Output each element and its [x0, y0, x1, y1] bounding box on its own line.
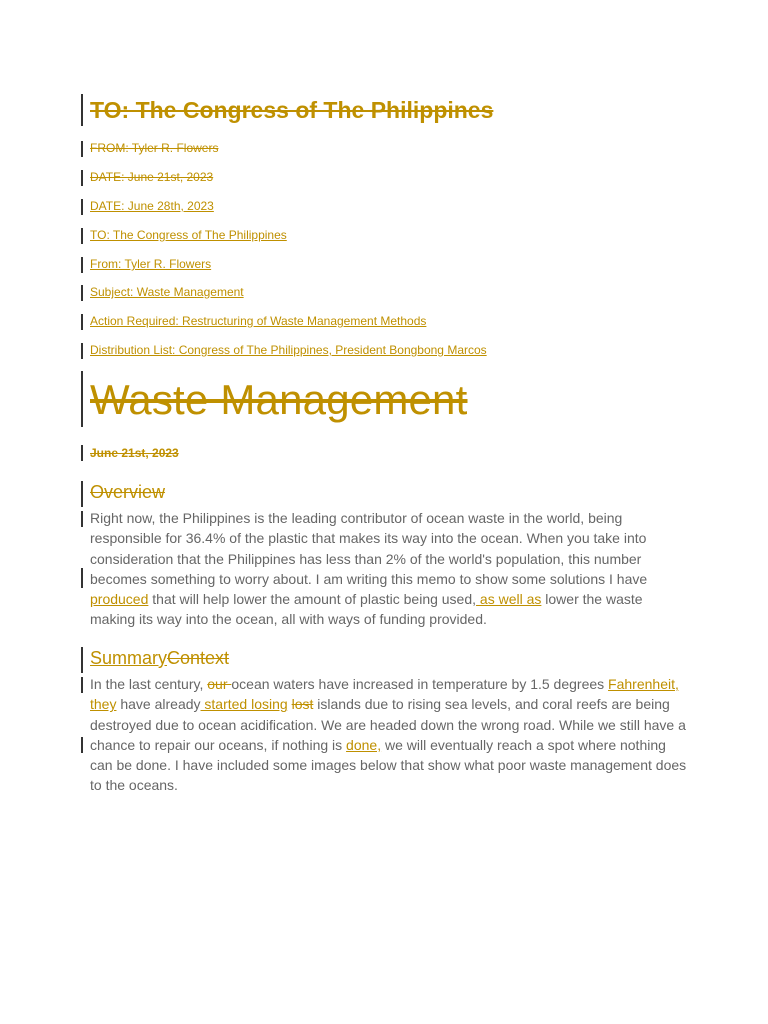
- change-bar: [81, 314, 83, 330]
- change-bar: [81, 677, 83, 693]
- summary-paragraph: In the last century, our ocean waters have increased in temperature by 1.5 degrees Fahrenheit, they have already started losing lost islands due to rising sea levels, and coral reefs are being destroyed due to ocean acidification. We are headed down the wrong road. While we still have a chance to repair our oceans, if nothing is done, we will eventually reach a spot where nothing can be done. I have included some images below that show what poor waste management does to the oceans.: [90, 676, 687, 794]
- date-line-inserted: DATE: June 28th, 2023: [90, 199, 214, 213]
- inserted-text: started losing: [200, 696, 288, 713]
- change-bar: [81, 371, 83, 427]
- change-bar: [81, 511, 83, 527]
- document-title: Waste Management: [90, 376, 468, 423]
- to-line-inserted: TO: The Congress of The Philippines: [90, 228, 287, 242]
- inserted-text: Fahrenheit, they: [90, 676, 679, 713]
- overview-paragraph: Right now, the Philippines is the leading contributor of ocean waste in the world, being responsible for 36.4% of the plastic that makes its way into the ocean. When you take into consideration that the Philippines has less than 2% of the world's population, this number becomes something to worry about. I am writing this memo to show some solutions I have produced that will help lower the amount of plastic being used, as well as lower the waste making its way into the ocean, all with ways of funding provided.: [90, 510, 648, 628]
- inserted-text: as well as: [476, 591, 542, 608]
- from-line-deleted: FROM: Tyler R. Flowers: [90, 141, 219, 155]
- subject-line: Subject: Waste Management: [90, 285, 244, 299]
- change-bar: [81, 737, 83, 753]
- overview-heading: Overview: [90, 482, 166, 502]
- change-bar: [81, 445, 83, 461]
- from-line-inserted: From: Tyler R. Flowers: [90, 257, 212, 271]
- deleted-text: our: [207, 676, 232, 692]
- change-bar: [81, 94, 83, 126]
- inserted-text: done,: [346, 736, 382, 753]
- change-bar: [81, 568, 83, 588]
- change-bar: [81, 647, 83, 673]
- change-bar: [81, 343, 83, 359]
- summary-heading: [90, 648, 229, 669]
- inserted-text: produced: [90, 591, 149, 608]
- action-required-line: Action Required: Restructuring of Waste Management Methods: [90, 314, 427, 328]
- change-bar: [81, 228, 83, 244]
- distribution-list-line: Distribution List: Congress of The Philippines, President Bongbong Marcos: [90, 343, 487, 357]
- change-bar: [81, 481, 83, 507]
- change-bar: [81, 170, 83, 186]
- change-bar: [81, 199, 83, 215]
- change-bar: [81, 141, 83, 157]
- memo-title-deleted: TO: The Congress of The Philippines: [90, 97, 494, 123]
- heading-inserted: Summary: [90, 648, 168, 668]
- change-bar: [81, 285, 83, 301]
- date-line-deleted: DATE: June 21st, 2023: [90, 170, 214, 184]
- document-date: June 21st, 2023: [90, 446, 179, 460]
- heading-deleted: Context: [167, 648, 230, 668]
- change-bar: [81, 257, 83, 273]
- deleted-text: lost: [291, 696, 314, 713]
